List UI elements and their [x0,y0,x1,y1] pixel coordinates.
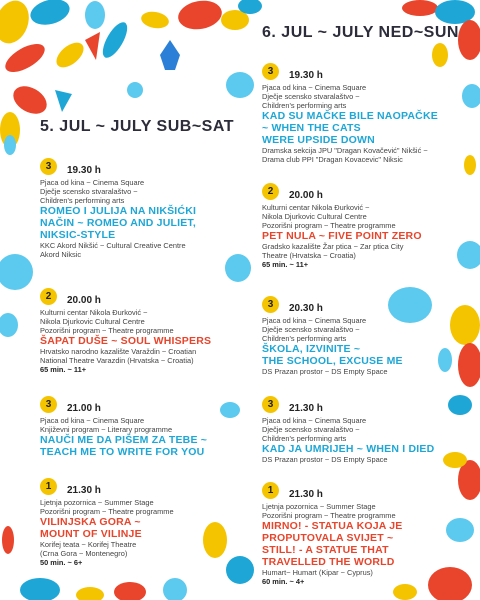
event-info-line: Kulturni centar Nikola Đurković ~ [40,308,148,317]
venue-number-badge: 3 [262,396,279,413]
venue-number-badge: 1 [40,478,57,495]
event-title: NAČIN ~ ROMEO AND JULIET, [40,217,196,229]
performer-line: Gradsko kazalište Žar ptica ~ Zar ptica City [262,242,404,251]
day-header-left: 5. JUL ~ JULY SUB~SAT [40,118,234,135]
duration-age: 50 min. ~ 6+ [40,558,83,567]
event-time: 21.30 h [289,489,323,500]
event-title: ROMEO I JULIJA NA NIKŠIĆKI [40,205,197,217]
event-info-line: Pjaca od kina ~ Cinema Square [40,416,145,425]
event-time: 20.00 h [67,295,101,306]
event-info-line: Pjaca od kina ~ Cinema Square [262,416,367,425]
event-title: KAD JA UMRIJEH ~ WHEN I DIED [262,443,435,455]
event-info-line: Pozorišni program ~ Theatre programme [262,221,396,230]
event-title: TEACH ME TO WRITE FOR YOU [40,446,205,458]
event-info-line: Nikola Djurkovic Cultural Centre [40,317,145,326]
event-title: THE SCHOOL, EXCUSE ME [262,355,403,367]
event-info-line: Children's performing arts [40,196,125,205]
event-info-line: Dječje scensko stvaralaštvo ~ [262,325,360,334]
event-title: WERE UPSIDE DOWN [262,134,375,146]
venue-number-badge: 3 [40,396,57,413]
duration-age: 65 min. ~ 11+ [40,365,87,374]
event-title: ŠAPAT DUŠE ~ SOUL WHISPERS [40,335,212,347]
performer-line: Korifej teata ~ Korifej Theatre [40,540,137,549]
day-header-right: 6. JUL ~ JULY NED~SUN [262,24,459,41]
performer-line: DS Prazan prostor ~ DS Empty Space [262,455,388,464]
event-time: 21.30 h [67,485,101,496]
venue-number-badge: 1 [262,482,279,499]
event-info-line: Pjaca od kina ~ Cinema Square [262,83,367,92]
event-title: NAUČI ME DA PIŠEM ZA TEBE ~ [40,434,208,446]
duration-age: 60 min. ~ 4+ [262,577,305,586]
event-time: 20.00 h [289,190,323,201]
event-info-line: Pjaca od kina ~ Cinema Square [262,316,367,325]
venue-number-badge: 3 [262,296,279,313]
duration-age: 65 min. ~ 11+ [262,260,309,269]
event-title: KAD SU MAČKE BILE NAOPAČKE [262,110,438,122]
event-info-line: Children's performing arts [262,434,347,443]
event-info-line: Pozorišni program ~ Theatre programme [40,507,174,516]
event-info-line: Kulturni centar Nikola Đurković ~ [262,203,370,212]
event-time: 21.30 h [289,403,323,414]
venue-number-badge: 2 [262,183,279,200]
event-title: MOUNT OF VILINJE [40,528,142,540]
event-title: ~ WHEN THE CATS [262,122,361,134]
event-info-line: Dječje scensko stvaralaštvo ~ [40,187,138,196]
event-info-line: Dječje scensko stvaralaštvo ~ [262,425,360,434]
event-info-line: Ljetnja pozornica ~ Summer Stage [40,498,154,507]
venue-number-badge: 3 [262,63,279,80]
event-time: 21.00 h [67,403,101,414]
performer-line: Hrvatsko narodno kazalište Varaždin ~ Croatian [40,347,197,356]
event-title: MIRNO! - STATUA KOJA JE [262,520,403,532]
performer-line: KKC Akord Nikšić ~ Cultural Creative Centre [40,241,186,250]
event-time: 19.30 h [67,165,101,176]
performer-line: Drama club PPI "Dragan Kovacevic" Niksic [262,155,403,164]
event-title: TRAVELLED THE WORLD [262,556,395,568]
performer-line: Dramska sekcija JPU "Dragan Kovačević" Nikšić ~ [262,146,428,155]
event-info-line: Ljetnja pozornica ~ Summer Stage [262,502,376,511]
event-info-line: Nikola Djurkovic Cultural Centre [262,212,367,221]
performer-line: DS Prazan prostor ~ DS Empty Space [262,367,388,376]
event-info-line: Children's performing arts [262,101,347,110]
event-time: 20.30 h [289,303,323,314]
event-title: PROPUTOVALA SVIJET ~ [262,532,394,544]
event-info-line: Pozorišni program ~ Theatre programme [262,511,396,520]
event-info-line: Književni program ~ Literary programme [40,425,173,434]
venue-number-badge: 3 [40,158,57,175]
event-info-line: Pjaca od kina ~ Cinema Square [40,178,145,187]
event-title: ŠKOLA, IZVINITE ~ [262,343,361,355]
event-title: STILL! - A STATUE THAT [262,544,389,556]
event-info-line: Pozorišni program ~ Theatre programme [40,326,174,335]
venue-number-badge: 2 [40,288,57,305]
event-title: NIKSIC-STYLE [40,229,116,241]
event-title: VILINJSKA GORA ~ [40,516,141,528]
event-time: 19.30 h [289,70,323,81]
performer-line: (Crna Gora ~ Montenegro) [40,549,128,558]
performer-line: National Theatre Varazdin (Hrvatska ~ Croatia) [40,356,194,365]
event-info-line: Dječje scensko stvaralaštvo ~ [262,92,360,101]
event-info-line: Children's performing arts [262,334,347,343]
performer-line: Theatre (Hrvatska ~ Croatia) [262,251,356,260]
performer-line: Akord Niksic [40,250,82,259]
performer-line: Humart~ Humart (Kipar ~ Cyprus) [262,568,373,577]
event-title: PET NULA ~ FIVE POINT ZERO [262,230,422,242]
